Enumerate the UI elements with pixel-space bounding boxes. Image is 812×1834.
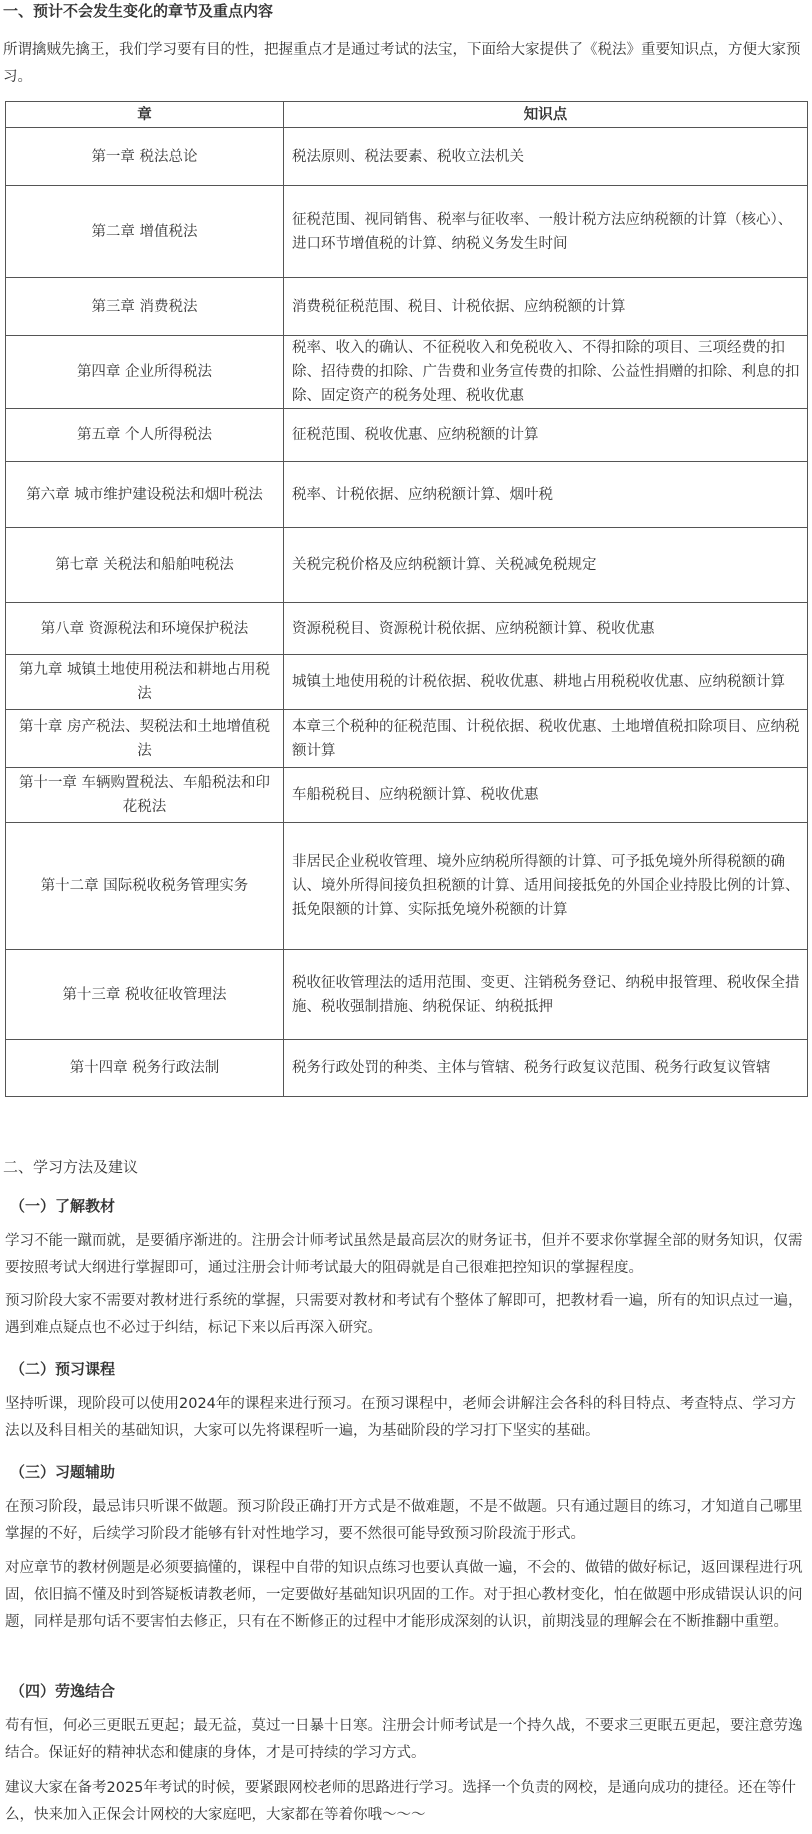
table-row — [6, 128, 808, 186]
points-cell: 征税范围、视同销售、税率与征收率、一般计税方法应纳税额的计算（核心）、进口环节增值税的计算、纳税义务发生时间 — [284, 186, 808, 278]
subsection-title: （四）劳逸结合 — [10, 1682, 116, 1700]
chapter-cell: 第四章 企业所得税法 — [6, 336, 284, 409]
table-row — [6, 603, 808, 655]
table-row — [6, 768, 808, 823]
points-cell: 非居民企业税收管理、境外应纳税所得额的计算、可予抵免境外所得税额的确认、境外所得间接负担税额的计算、适用间接抵免的外国企业持股比例的计算、抵免限额的计算、实际抵免境外税额的计算 — [284, 823, 808, 950]
intro-paragraph: 所谓擒贼先擒王，我们学习要有目的性，把握重点才是通过考试的法宝，下面给大家提供了《税法》重要知识点，方便大家预习。 — [3, 42, 801, 85]
points-cell: 税率、收入的确认、不征税收入和免税收入、不得扣除的项目、三项经费的扣除、招待费的扣除、广告费和业务宣传费的扣除、公益性捐赠的扣除、利息的扣除、固定资产的税务处理、税收优惠 — [284, 336, 808, 409]
subsection-title: （一）了解教材 — [10, 1197, 116, 1215]
subsection-title: （二）预习课程 — [10, 1360, 116, 1378]
table-row — [6, 462, 808, 528]
paragraph: 学习不能一蹴而就，是要循序渐进的。注册会计师考试虽然是最高层次的财务证书，但并不要求你掌握全部的财务知识，仅需要按照考试大纲进行掌握即可，通过注册会计师考试最大的阻碍就是自己很难把控知识的掌握程度。 — [5, 1233, 803, 1276]
points-cell: 税收征收管理法的适用范围、变更、注销税务登记、纳税申报管理、税收保全措施、税收强制措施、纳税保证、纳税抵押 — [284, 950, 808, 1040]
chapter-cell: 第十三章 税收征收管理法 — [6, 950, 284, 1040]
table-row — [6, 278, 808, 336]
points-cell: 税率、计税依据、应纳税额计算、烟叶税 — [284, 462, 808, 528]
header-points: 知识点 — [284, 102, 808, 128]
points-cell: 税务行政处罚的种类、主体与管辖、税务行政复议范围、税务行政复议管辖 — [284, 1040, 808, 1097]
points-cell: 关税完税价格及应纳税额计算、关税减免税规定 — [284, 528, 808, 603]
table-row — [6, 1040, 808, 1097]
table-header-row — [6, 102, 808, 128]
chapter-cell: 第十二章 国际税收税务管理实务 — [6, 823, 284, 950]
paragraph: 坚持听课，现阶段可以使用2024年的课程来进行预习。在预习课程中，老师会讲解注会各科的科目特点、考查特点、学习方法以及科目相关的基础知识，大家可以先将课程听一遍，为基础阶段的学习打下坚实的基础。 — [5, 1396, 796, 1439]
chapter-cell: 第十四章 税务行政法制 — [6, 1040, 284, 1097]
subsection-title: （三）习题辅助 — [10, 1463, 116, 1481]
paragraph: 预习阶段大家不需要对教材进行系统的掌握，只需要对教材和考试有个整体了解即可，把教材看一遍，所有的知识点过一遍，遇到难点疑点也不必过于纠结，标记下来以后再深入研究。 — [5, 1293, 803, 1336]
chapter-cell: 第二章 增值税法 — [6, 186, 284, 278]
points-cell: 资源税税目、资源税计税依据、应纳税额计算、税收优惠 — [284, 603, 808, 655]
table-row — [6, 823, 808, 950]
table-row — [6, 950, 808, 1040]
points-cell: 本章三个税种的征税范围、计税依据、税收优惠、土地增值税扣除项目、应纳税额计算 — [284, 710, 808, 768]
table-row — [6, 186, 808, 278]
table-row — [6, 710, 808, 768]
chapter-cell: 第八章 资源税法和环境保护税法 — [6, 603, 284, 655]
chapter-cell: 第七章 关税法和船舶吨税法 — [6, 528, 284, 603]
paragraph: 对应章节的教材例题是必须要搞懂的，课程中自带的知识点练习也要认真做一遍，不会的、做错的做好标记，返回课程进行巩固，依旧搞不懂及时到答疑板请教老师，一定要做好基础知识巩固的工作。对于担心教材变化，怕在做题中形成错误认识的问题，同样是那句话不要害怕去修正，只有在不断修正的过程中才能形成深刻的认识，前期浅显的理解会在不断推翻中重塑。 — [5, 1560, 803, 1630]
chapter-cell: 第十一章 车辆购置税法、车船税法和印花税法 — [6, 768, 284, 823]
points-cell: 车船税税目、应纳税额计算、税收优惠 — [284, 768, 808, 823]
paragraph: 苟有恒，何必三更眠五更起；最无益，莫过一日暴十日寒。注册会计师考试是一个持久战，不要求三更眠五更起，要注意劳逸结合。保证好的精神状态和健康的身体，才是可持续的学习方式。 — [5, 1718, 803, 1761]
section-1-title: 一、预计不会发生变化的章节及重点内容 — [3, 2, 274, 20]
closing-paragraph: 建议大家在备考2025年考试的时候，要紧跟网校老师的思路进行学习。选择一个负责的网校，是通向成功的捷径。还在等什么，快来加入正保会计网校的大家庭吧，大家都在等着你哦～～～ — [5, 1780, 796, 1823]
chapter-cell: 第六章 城市维护建设税法和烟叶税法 — [6, 462, 284, 528]
table-row — [6, 655, 808, 710]
points-cell: 城镇土地使用税的计税依据、税收优惠、耕地占用税税收优惠、应纳税额计算 — [284, 655, 808, 710]
chapter-cell: 第九章 城镇土地使用税法和耕地占用税法 — [6, 655, 284, 710]
chapter-cell: 第一章 税法总论 — [6, 128, 284, 186]
table-row — [6, 528, 808, 603]
knowledge-table — [5, 101, 808, 1097]
table-row — [6, 336, 808, 409]
header-chapter: 章 — [6, 102, 284, 128]
points-cell: 税法原则、税法要素、税收立法机关 — [284, 128, 808, 186]
chapter-cell: 第三章 消费税法 — [6, 278, 284, 336]
paragraph: 在预习阶段，最忌讳只听课不做题。预习阶段正确打开方式是不做难题，不是不做题。只有通过题目的练习，才知道自己哪里掌握的不好，后续学习阶段才能够有针对性地学习，要不然很可能导致预习阶段流于形式。 — [5, 1499, 803, 1542]
section-2-title: 二、学习方法及建议 — [3, 1158, 139, 1176]
chapter-cell: 第十章 房产税法、契税法和土地增值税法 — [6, 710, 284, 768]
points-cell: 消费税征税范围、税目、计税依据、应纳税额的计算 — [284, 278, 808, 336]
points-cell: 征税范围、税收优惠、应纳税额的计算 — [284, 409, 808, 462]
table-row — [6, 409, 808, 462]
chapter-cell: 第五章 个人所得税法 — [6, 409, 284, 462]
